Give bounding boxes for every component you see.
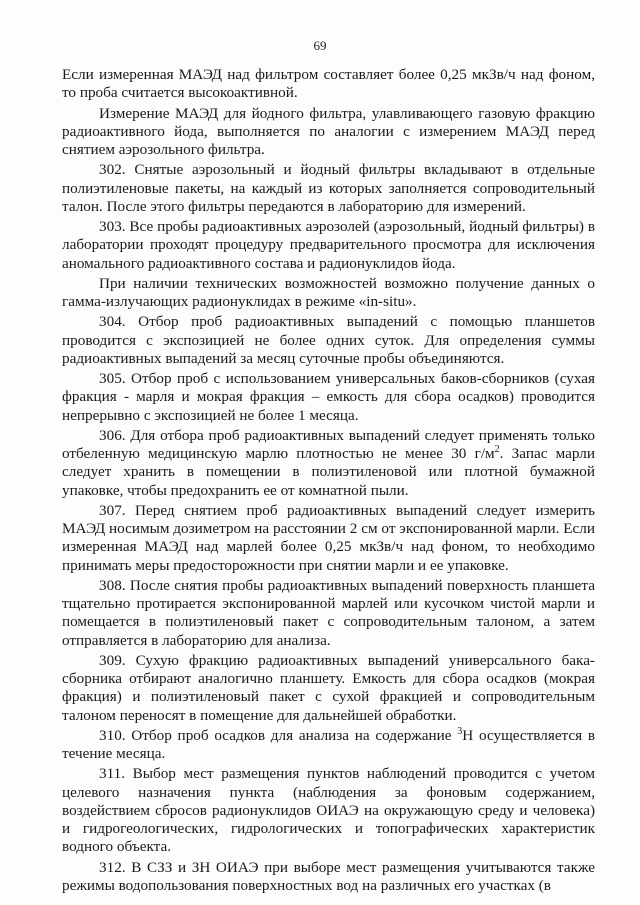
paragraph-310-text-start: 310. Отбор проб осадков для анализа на содержание — [99, 726, 458, 744]
paragraph-307: 307. Перед снятием проб радиоактивных выпадений следует измерить МАЭД носимым дозиметром на расстоянии 2 см от экспонированной марли. Если измеренная МАЭД над марлей более 0,25 мкЗв/ч над фоном, то необходимо принимать меры предосторожности при снятии марли и ее упаковке. — [62, 501, 595, 574]
paragraph-312: 312. В СЗЗ и ЗН ОИАЭ при выборе мест размещения учитываются также режимы водопользования поверхностных вод на различных его участках (в — [62, 858, 595, 894]
paragraph-309: 309. Сухую фракцию радиоактивных выпадений универсального бака-сборника отбирают аналогично планшету. Емкость для сбора осадков (мокрая фракция) и полиэтиленовый пакет с сухой фракцией и сопроводительным талоном переносят в помещение для дальнейшей обработки. — [62, 651, 595, 724]
paragraph: При наличии технических возможностей возможно получение данных о гамма-излучающих радионуклидах в режиме «in-situ». — [62, 274, 595, 310]
paragraph-306 — [62, 427, 595, 500]
paragraph: Если измеренная МАЭД над фильтром составляет более 0,25 мкЗв/ч над фоном, то проба считается высокоактивной. — [62, 66, 595, 102]
paragraph-304: 304. Отбор проб радиоактивных выпадений с помощью планшетов проводится с экспозицией не более одних суток. Для определения суммы радиоактивных выпадений за месяц суточные пробы объединяются. — [62, 313, 595, 367]
paragraph-310-text-end: Н осуществляется в течение месяца. — [62, 726, 596, 762]
paragraph-306-text-end: . Запас марли следует хранить в помещении в полиэтиленовой или плотной бумажной упаковке, чтобы предохранить ее от комнатной пыли. — [62, 445, 595, 499]
paragraph-308: 308. После снятия пробы радиоактивных выпадений поверхность планшета тщательно протирается экспонированной марлей или кусочком чистой марли и помещается в полиэтиленовый пакет с сопроводительным талоном, а затем отправляется в лабораторию для анализа. — [62, 576, 595, 649]
paragraph-305: 305. Отбор проб с использованием универсальных баков-сборников (сухая фракция - марля и мокрая фракция – емкость для сбора осадков) проводится непрерывно с экспозицией не более 1 месяца. — [62, 370, 595, 424]
document-body — [62, 66, 595, 895]
paragraph-310 — [62, 727, 595, 764]
page-number: 69 — [313, 38, 327, 53]
paragraph-311: 311. Выбор мест размещения пунктов наблюдений проводится с учетом целевого назначения пункта (наблюдения за фоновым содержанием, воздействием сбросов радионуклидов ОИАЭ на окружающую среду и человека) и гидрогеологических, гидрологических и топографических характеристик водного объекта. — [62, 765, 595, 856]
superscript: 2 — [494, 443, 500, 455]
superscript: 3 — [457, 725, 463, 737]
paragraph-302: 302. Снятые аэрозольный и йодный фильтры вкладывают в отдельные полиэтиленовые пакеты, на каждый из которых заполняется сопроводительный талон. После этого фильтры передаются в лабораторию для измерений. — [62, 161, 595, 215]
paragraph: Измерение МАЭД для йодного фильтра, улавливающего газовую фракцию радиоактивного йода, выполняется по аналогии с измерением МАЭД перед снятием аэрозольного фильтра. — [62, 104, 595, 158]
paragraph-303: 303. Все пробы радиоактивных аэрозолей (аэрозольный, йодный фильтры) в лаборатории проходят процедуру предварительного просмотра для исключения аномального радиоактивного состава и радионуклидов йода. — [62, 218, 595, 272]
paragraph-306-text-start: 306. Для отбора проб радиоактивных выпадений следует применять только отбеленную медицинскую марлю плотностью не менее 30 г/м — [62, 426, 595, 462]
